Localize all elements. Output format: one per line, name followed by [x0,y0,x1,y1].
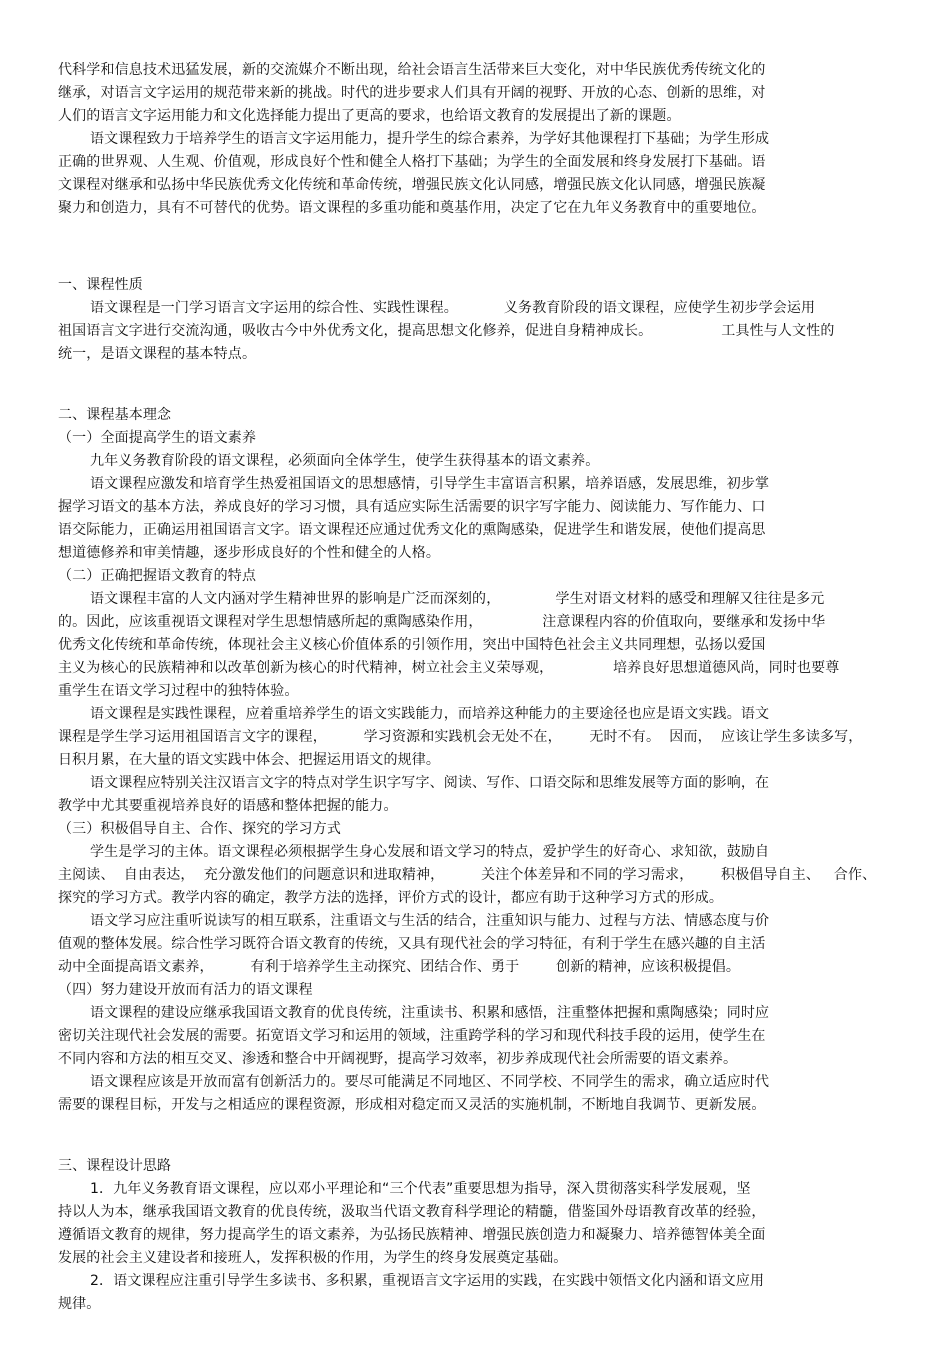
intro-p2-line-4: 聚力和创造力，具有不可替代的优势。语文课程的多重功能和奠基作用，决定了它在九年义务教育中的重要地位。 [58,200,766,216]
sub-2-p2-line-2: 课程是学生学习运用祖国语言文字的课程， 学习资源和实践机会无处不在， 无时不有。 因而， 应该让学生多读多写， [58,729,863,745]
intro-p2-line-1: 语文课程致力于培养学生的语言文字运用能力，提升学生的综合素养，为学好其他课程打下基础；为学生形成 [90,131,770,147]
section-3-item-2-line-1: 2．语文课程应注重引导学生多读书、多积累，重视语言文字运用的实践，在实践中领悟文化内涵和语文应用 [90,1273,765,1289]
section-2-sub-2-heading: （二）正确把握语文教育的特点 [58,568,257,584]
sub-4-p2-line-2: 需要的课程目标，开发与之相适应的课程资源，形成相对稳定而又灵活的实施机制，不断地自我调节、更新发展。 [58,1097,766,1113]
sub-3-p1-line-2: 主阅读、 自由表达， 充分激发他们的问题意识和进取精神， 关注个体差异和不同的学习需求， 积极倡导自主、 合作、 [58,867,877,883]
sub-3-p1-line-1: 学生是学习的主体。语文课程必须根据学生身心发展和语文学习的特点，爱护学生的好奇心、求知欲，鼓励自 [90,844,770,860]
sub-4-p1-line-1: 语文课程的建设应继承我国语文教育的优良传统，注重读书、积累和感悟，注重整体把握和熏陶感染；同时应 [90,1005,770,1021]
sub-1-p2-line-4: 想道德修养和审美情趣，逐步形成良好的个性和健全的人格。 [58,545,441,561]
sub-3-p1-line-3: 探究的学习方式。教学内容的确定，教学方法的选择，评价方式的设计，都应有助于这种学习方式的形成。 [58,890,724,906]
sub-2-p1-line-3: 优秀文化传统和革命传统，体现社会主义核心价值体系的引领作用，突出中国特色社会主义共同理想，弘扬以爱国 [58,637,766,653]
section-2-sub-3-heading: （三）积极倡导自主、合作、探究的学习方式 [58,821,341,837]
sub-2-p1-line-2: 的。因此，应该重视语文课程对学生思想情感所起的熏陶感染作用， 注意课程内容的价值取向，要继承和发扬中华 [58,614,826,630]
sub-2-p2-line-3: 日积月累，在大量的语文实践中体会、把握运用语文的规律。 [58,752,441,768]
intro-p2-line-2: 正确的世界观、人生观、价值观，形成良好个性和健全人格打下基础；为学生的全面发展和终身发展打下基础。语 [58,154,766,170]
section-3-heading: 三、课程设计思路 [58,1158,172,1174]
sub-3-p2-line-2: 值观的整体发展。综合性学习既符合语文教育的传统，又具有现代社会的学习特征，有利于学生在感兴趣的自主活 [58,936,766,952]
section-3-item-1-line-4: 发展的社会主义建设者和接班人，发挥积极的作用，为学生的终身发展奠定基础。 [58,1250,568,1266]
sub-3-p2-line-3: 动中全面提高语文素养， 有利于培养学生主动探究、团结合作、勇于 创新的精神，应该积极提倡。 [58,959,741,975]
intro-p1-line-3: 人们的语言文字运用能力和文化选择能力提出了更高的要求，也给语文教育的发展提出了新的课题。 [58,108,681,124]
section-1-line-1: 语文课程是一门学习语言文字运用的综合性、实践性课程。 义务教育阶段的语文课程，应使学生初步学会运用 [90,300,816,316]
intro-p2-line-3: 文课程对继承和弘扬中华民族优秀文化传统和革命传统，增强民族文化认同感，增强民族文化认同感，增强民族凝 [58,177,766,193]
sub-1-p2-line-1: 语文课程应激发和培育学生热爱祖国语文的思想感情，引导学生丰富语言积累，培养语感，发展思维，初步掌 [90,476,770,492]
section-3-item-2-line-2: 规律。 [58,1296,101,1312]
sub-4-p1-line-2: 密切关注现代社会发展的需要。拓宽语文学习和运用的领域，注重跨学科的学习和现代科技手段的运用，使学生在 [58,1028,766,1044]
section-1-line-3: 统一，是语文课程的基本特点。 [58,346,257,362]
sub-2-p1-line-1: 语文课程丰富的人文内涵对学生精神世界的影响是广泛而深刻的， 学生对语文材料的感受和理解又往往是多元 [90,591,825,607]
section-2-sub-4-heading: （四）努力建设开放而有活力的语文课程 [58,982,313,998]
section-3-item-1-line-2: 持以人为本，继承我国语文教育的优良传统，汲取当代语文教育科学理论的精髓，借鉴国外母语教育改革的经验， [58,1204,766,1220]
intro-p1-line-2: 继承，对语言文字运用的规范带来新的挑战。时代的进步要求人们具有开阔的视野、开放的心态、创新的思维，对 [58,85,766,101]
sub-2-p3-line-1: 语文课程应特别关注汉语言文字的特点对学生识字写字、阅读、写作、口语交际和思维发展等方面的影响，在 [90,775,770,791]
sub-1-p2-line-3: 语交际能力，正确运用祖国语言文字。语文课程还应通过优秀文化的熏陶感染，促进学生和谐发展，使他们提高思 [58,522,766,538]
sub-3-p2-line-1: 语文学习应注重听说读写的相互联系，注重语文与生活的结合，注重知识与能力、过程与方法、情感态度与价 [90,913,770,929]
section-1-heading: 一、课程性质 [58,277,143,293]
section-1-line-2: 祖国语言文字进行交流沟通，吸收古今中外优秀文化，提高思想文化修养，促进自身精神成长。 工具性与人文性的 [58,323,835,339]
section-3-item-1-line-1: 1．九年义务教育语文课程，应以邓小平理论和“三个代表”重要思想为指导，深入贯彻落实科学发展观，坚 [90,1181,751,1197]
sub-2-p1-line-5: 重学生在语文学习过程中的独特体验。 [58,683,299,699]
intro-p1-line-1: 代科学和信息技术迅猛发展，新的交流媒介不断出现，给社会语言生活带来巨大变化，对中华民族优秀传统文化的 [58,62,766,78]
sub-1-p1-line-1: 九年义务教育阶段的语文课程，必须面向全体学生，使学生获得基本的语文素养。 [90,453,600,469]
sub-2-p1-line-4: 主义为核心的民族精神和以改革创新为核心的时代精神，树立社会主义荣辱观， 培养良好思想道德风尚，同时也要尊 [58,660,840,676]
sub-2-p2-line-1: 语文课程是实践性课程，应着重培养学生的语文实践能力，而培养这种能力的主要途径也应是语文实践。语文 [90,706,770,722]
sub-2-p3-line-2: 教学中尤其要重视培养良好的语感和整体把握的能力。 [58,798,398,814]
sub-4-p1-line-3: 不同内容和方法的相互交叉、渗透和整合中开阔视野，提高学习效率，初步养成现代社会所需要的语文素养。 [58,1051,738,1067]
section-3-item-1-line-3: 遵循语文教育的规律，努力提高学生的语文素养，为弘扬民族精神、增强民族创造力和凝聚力、培养德智体美全面 [58,1227,766,1243]
sub-4-p2-line-1: 语文课程应该是开放而富有创新活力的。要尽可能满足不同地区、不同学校、不同学生的需求，确立适应时代 [90,1074,770,1090]
sub-1-p2-line-2: 握学习语文的基本方法，养成良好的学习习惯，具有适应实际生活需要的识字写字能力、阅读能力、写作能力、口 [58,499,766,515]
section-2-heading: 二、课程基本理念 [58,407,172,423]
section-2-sub-1-heading: （一）全面提高学生的语文素养 [58,430,257,446]
